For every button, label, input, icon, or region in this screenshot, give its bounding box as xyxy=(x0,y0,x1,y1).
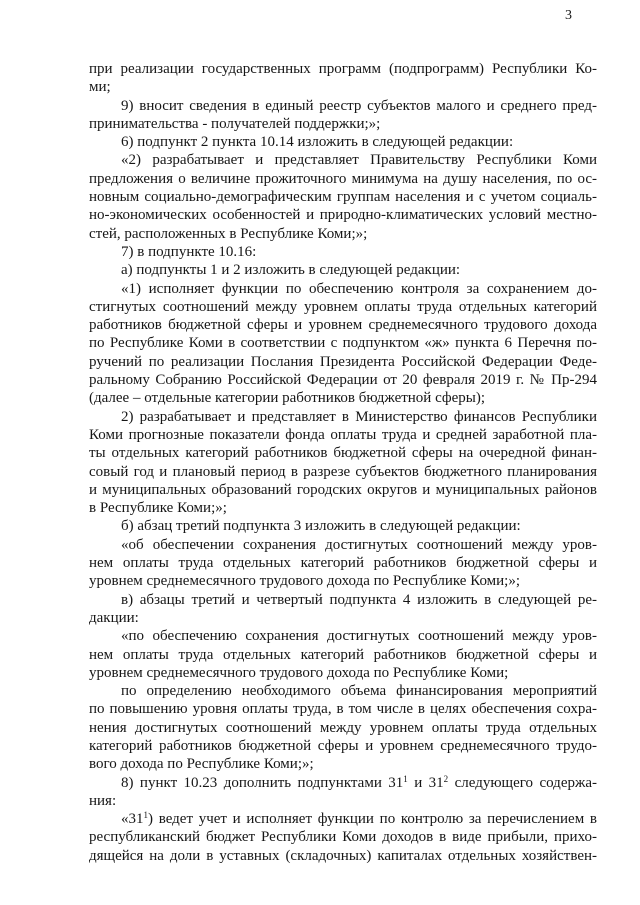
text-line: дакции: xyxy=(89,609,139,626)
text-line: ручений по реализации Послания Президента Российской Федерации Феде- xyxy=(89,353,597,370)
text-run: и 31 xyxy=(407,774,444,791)
superscript: 1 xyxy=(403,773,408,784)
text-line: «по обеспечению сохранения достигнутых соотношений между уров- xyxy=(121,628,597,645)
text-line: но-экономических особенностей и природно-климатических условий местно- xyxy=(89,207,597,224)
text-line: принимательства - получателей поддержки;»; xyxy=(89,115,381,132)
text-line: ральному Собранию Российской Федерации от 20 февраля 2019 г. № Пр-294 xyxy=(89,372,597,389)
text-line xyxy=(89,810,597,828)
text-line: и муниципальных образований городских округов и муниципальных районов xyxy=(89,481,597,498)
text-line: стигнутых соотношений между уровнем оплаты труда отдельных категорий xyxy=(89,298,597,315)
text-line: категорий работников бюджетной сферы и уровнем среднемесячного трудо- xyxy=(89,737,597,754)
text-run: «31 xyxy=(121,811,144,828)
text-line: ми; xyxy=(89,79,111,96)
text-line: нения достигнутых соотношений между уровнем оплаты труда отдельных xyxy=(89,719,597,736)
text-line: нем оплаты труда отдельных категорий работников бюджетной сферы и xyxy=(89,646,597,663)
text-line: 2) разрабатывает и представляет в Министерство финансов Республики xyxy=(121,408,597,425)
text-line: (далее – отдельные категории работников бюджетной сферы); xyxy=(89,390,486,407)
text-run: следующего содержа- xyxy=(448,774,597,791)
text-line: дящейся на доли в уставных (складочных) капиталах отдельных хозяйствен- xyxy=(89,847,597,864)
text-line: «об обеспечении сохранения достигнутых соотношений между уров- xyxy=(121,536,597,553)
text-line: уровнем среднемесячного трудового дохода по Республике Коми;»; xyxy=(89,573,521,590)
text-line: стей, расположенных в Республике Коми;»; xyxy=(89,225,368,242)
text-line xyxy=(89,774,597,792)
text-line: 9) вносит сведения в единый реестр субъектов малого и среднего пред- xyxy=(121,97,597,114)
text-line: по Республике Коми в соответствии с подпунктом «ж» пункта 6 Перечня по- xyxy=(89,335,597,352)
text-line: а) подпункты 1 и 2 изложить в следующей редакции: xyxy=(121,262,461,279)
text-line: предложения о величине прожиточного минимума на душу населения, по ос- xyxy=(89,170,597,187)
text-line: 6) подпункт 2 пункта 10.14 изложить в следующей редакции: xyxy=(121,134,514,151)
text-line: б) абзац третий подпункта 3 изложить в следующей редакции: xyxy=(121,518,521,535)
text-line: ты отдельных категорий работников бюджетной сферы на очередной финан- xyxy=(89,445,597,462)
text-line: ния: xyxy=(89,792,117,809)
text-line: республиканский бюджет Республики Коми доходов в виде прибыли, прихо- xyxy=(89,829,597,846)
text-line: нем оплаты труда отдельных категорий работников бюджетной сферы и xyxy=(89,555,597,572)
superscript: 1 xyxy=(143,810,148,821)
text-line: в) абзацы третий и четвертый подпункта 4 изложить в следующей ре- xyxy=(121,591,597,608)
page-number: 3 xyxy=(565,8,572,23)
text-line: 7) в подпункте 10.16: xyxy=(121,243,257,260)
text-line: «2) разрабатывает и представляет Правительству Республики Коми xyxy=(121,152,597,169)
text-line: совый год и плановый период в разрезе субъектов бюджетного планирования xyxy=(89,463,597,480)
document-body xyxy=(89,60,597,865)
text-line: при реализации государственных программ (подпрограмм) Республики Ко- xyxy=(89,61,597,77)
text-line: «1) исполняет функции по обеспечению контроля за сохранением до- xyxy=(121,280,597,297)
text-line: вого дохода по Республике Коми;»; xyxy=(89,756,314,773)
text-line: в Республике Коми;»; xyxy=(89,500,227,517)
superscript: 2 xyxy=(443,773,449,784)
text-line: по повышению уровня оплаты труда, в том числе в целях обеспечения сохра- xyxy=(89,701,597,718)
text-run: ) ведет учет и исполняет функции по контролю за перечислением в xyxy=(148,811,597,828)
text-run: 8) пункт 10.23 дополнить подпунктами 31 xyxy=(121,774,404,791)
text-line: уровнем среднемесячного трудового дохода по Республике Коми; xyxy=(89,664,509,681)
text-line: Коми прогнозные показатели фонда оплаты труда и средней заработной пла- xyxy=(89,426,597,443)
text-line: новным социально-демографическим группам населения и с учетом социаль- xyxy=(89,189,597,206)
text-line: работников бюджетной сферы и уровнем среднемесячного трудового дохода xyxy=(89,317,597,334)
text-line: по определению необходимого объема финансирования мероприятий xyxy=(121,683,597,700)
